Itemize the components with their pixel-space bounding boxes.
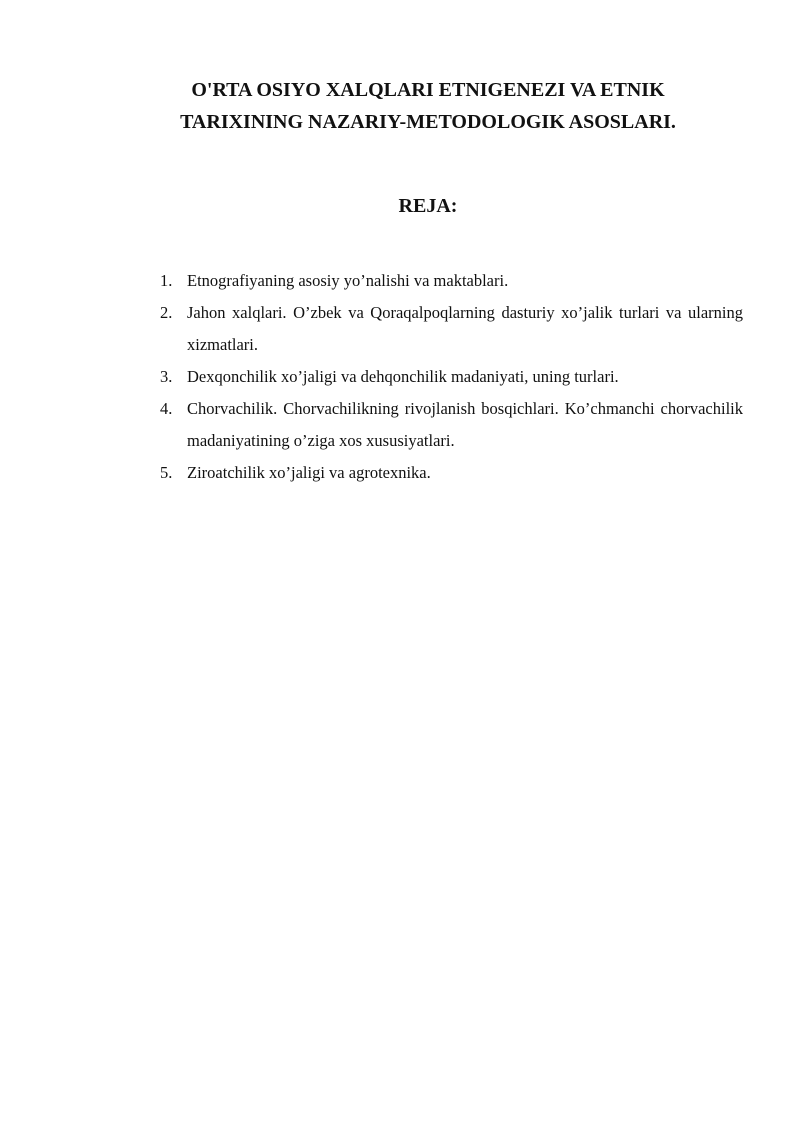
plan-item-2: [160, 297, 743, 361]
plan-item-text: Dexqonchilik xo’jaligi va dehqonchilik madaniyati, uning turlari.: [187, 367, 619, 386]
plan-item-5: [160, 457, 743, 489]
plan-item-text: Jahon xalqlari. O’zbek va Qoraqalpoqlarning dasturiy xo’jalik turlari va ularning xizmatlari.: [187, 303, 743, 354]
plan-heading: REJA:: [398, 195, 458, 217]
plan-item-text: Etnografiyaning asosiy yo’nalishi va maktablari.: [187, 271, 509, 290]
plan-item-number: 5.: [160, 463, 173, 482]
plan-item-number: 3.: [160, 367, 173, 386]
plan-item-text: Ziroatchilik xo’jaligi va agrotexnika.: [187, 463, 431, 482]
plan-item-3: [160, 361, 743, 393]
plan-list: [160, 265, 743, 489]
title-line-1: O'RTA OSIYO XALQLARI ETNIGENEZI VA ETNIK: [191, 79, 665, 101]
plan-item-text: Chorvachilik. Chorvachilikning rivojlanish bosqichlari. Ko’chmanchi chorvachilik madaniyatining o’ziga xos xususiyatlari.: [187, 399, 743, 450]
document-title: [100, 74, 756, 138]
title-line-2: TARIXINING NAZARIY-METODOLOGIK ASOSLARI.: [180, 111, 676, 133]
plan-item-1: [160, 265, 743, 297]
plan-item-number: 4.: [160, 399, 173, 418]
plan-item-4: [160, 393, 743, 457]
plan-item-number: 1.: [160, 271, 173, 290]
plan-item-number: 2.: [160, 303, 173, 322]
